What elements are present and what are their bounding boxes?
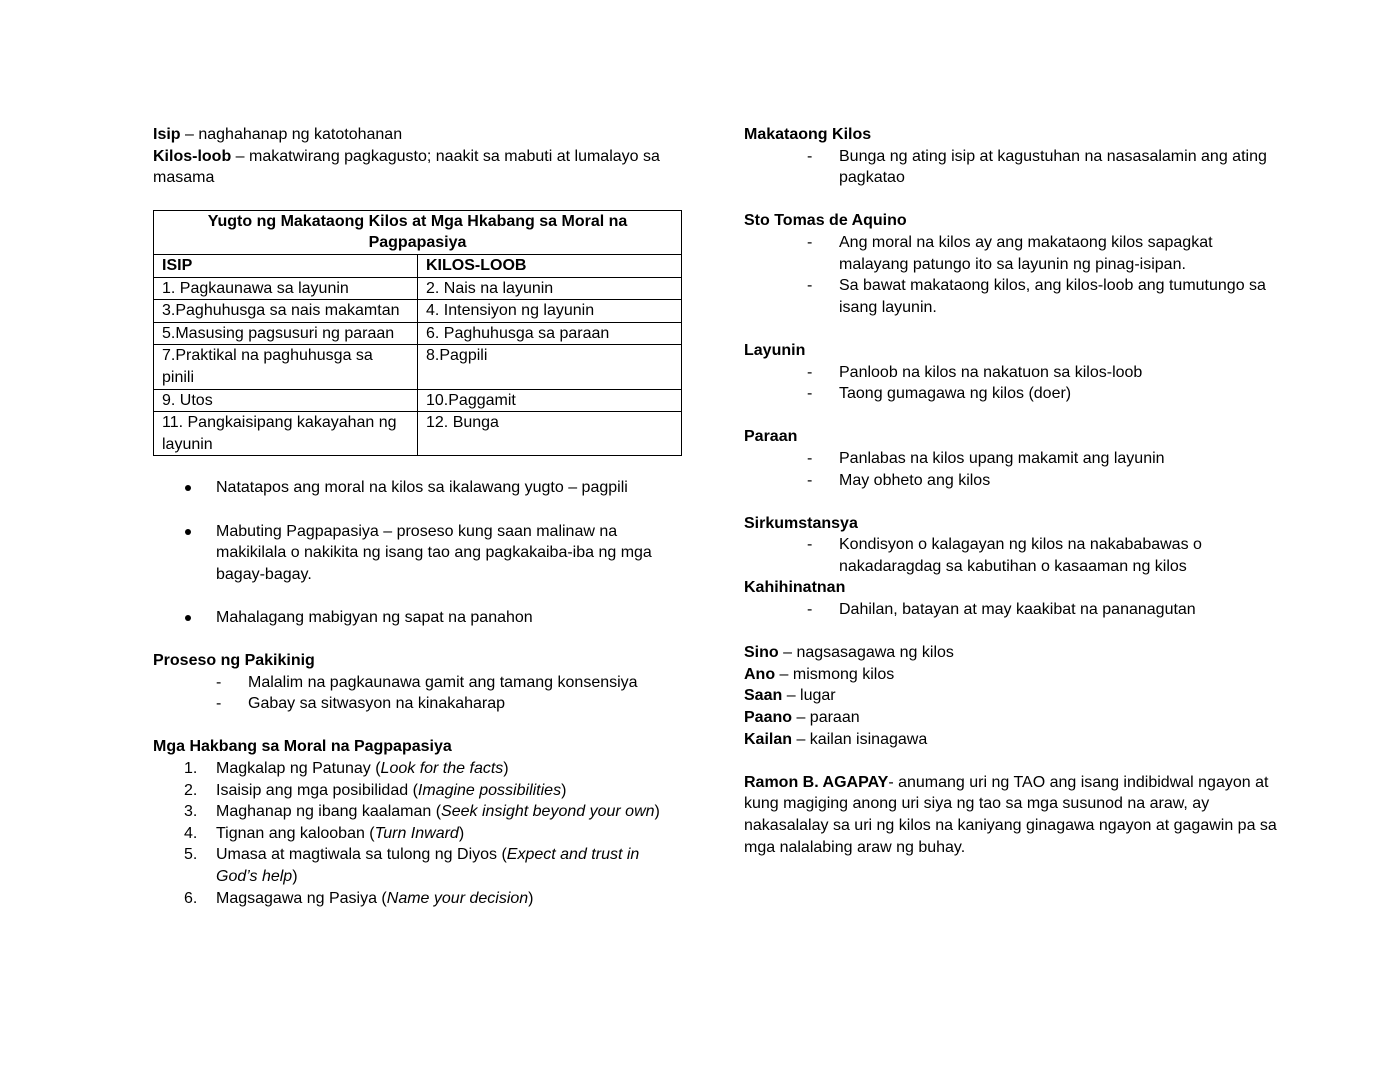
bullet-icon — [185, 529, 191, 535]
table-cell: 7.Praktikal na paghuhusga sa pinili — [154, 345, 418, 389]
list-item: 3. Maghanap ng ibang kaalaman (Seek insight beyond your own) — [184, 803, 660, 821]
aquino-title: Sto Tomas de Aquino — [744, 212, 907, 230]
list-item: Natatapos ang moral na kilos sa ikalawang yugto – pagpili — [153, 477, 683, 499]
bullet-icon — [185, 485, 191, 491]
def-paano: Paano – paraan — [744, 709, 860, 727]
table-row — [154, 300, 682, 323]
kahihinatnan-list — [744, 599, 1284, 621]
list-item: 6. Magsagawa ng Pasiya (Name your decision) — [184, 889, 534, 907]
table-cell: 12. Bunga — [418, 412, 682, 456]
left-column — [153, 124, 683, 909]
list-item: - Panlabas na kilos upang makamit ang layunin — [807, 449, 1165, 467]
list-item: 5. Umasa at magtiwala sa tulong ng Diyos (Expect and trust in God’s help) — [184, 846, 640, 885]
table-cell: 10.Paggamit — [418, 389, 682, 412]
table-row — [154, 389, 682, 412]
table-row — [154, 345, 682, 389]
list-item: - May obheto ang kilos — [807, 471, 991, 489]
table-title: Yugto ng Makataong Kilos at Mga Hkabang sa Moral na Pagpapasiya — [154, 210, 682, 254]
list-item: - Bunga ng ating isip at kagustuhan na nasasalamin ang ating pagkatao — [807, 147, 1267, 187]
pakikinig-title: Proseso ng Pakikinig — [153, 652, 315, 670]
table-row — [154, 412, 682, 456]
table-cell: 4. Intensiyon ng layunin — [418, 300, 682, 323]
table-cell: 2. Nais na layunin — [418, 277, 682, 300]
bullet-list — [153, 477, 683, 628]
list-item: 1. Magkalap ng Patunay (Look for the facts) — [184, 760, 509, 778]
table-cell: 8.Pagpili — [418, 345, 682, 389]
list-item: Mahalagang mabigyan ng sapat na panahon — [153, 607, 683, 629]
list-item: Mabuting Pagpapasiya – proseso kung saan malinaw na makikilala o nakikita ng isang tao ang pagkakaiba-iba ng mga bagay-bagay. — [153, 521, 683, 586]
col-header-isip: ISIP — [154, 254, 418, 277]
list-item: - Kondisyon o kalagayan ng kilos na nakababawas o nakadaragdag sa kabutihan o kasaaman ng kilos — [807, 536, 1202, 575]
layunin-title: Layunin — [744, 341, 806, 359]
list-item: - Ang moral na kilos ay ang makataong kilos sapagkat malayang patungo ito sa layunin ng pinag-isipan. — [807, 233, 1213, 273]
pakikinig-list — [153, 672, 683, 715]
list-item: - Dahilan, batayan at may kaakibat na pananagutan — [807, 601, 1196, 619]
sirkumstansya-title: Sirkumstansya — [744, 514, 858, 532]
def-saan: Saan – lugar — [744, 687, 836, 705]
hakbang-title: Mga Hakbang sa Moral na Pagpapasiya — [153, 738, 452, 756]
table-cell: 1. Pagkaunawa sa layunin — [154, 277, 418, 300]
list-item: - Sa bawat makataong kilos, ang kilos-loob ang tumutungo sa isang layunin. — [807, 277, 1266, 316]
def-sino: Sino – nagsasagawa ng kilos — [744, 644, 954, 662]
table-cell: 6. Paghuhusga sa paraan — [418, 322, 682, 345]
list-item: 2. Isaisip ang mga posibilidad (Imagine possibilities) — [184, 781, 567, 799]
def-isip: Isip – naghahanap ng katotohanan — [153, 126, 403, 143]
paraan-title: Paraan — [744, 428, 798, 446]
sirkumstansya-list — [744, 534, 1284, 577]
hakbang-list — [153, 758, 683, 909]
def-ano: Ano – mismong kilos — [744, 665, 895, 683]
makataong-title: Makataong Kilos — [744, 126, 872, 143]
kahihinatnan-title: Kahihinatnan — [744, 579, 846, 597]
table-cell: 9. Utos — [154, 389, 418, 412]
layunin-list — [744, 362, 1284, 405]
list-item: - Malalim na pagkaunawa gamit ang tamang konsensiya — [216, 673, 638, 691]
agapay-paragraph: Ramon B. AGAPAY- anumang uri ng TAO ang isang indibidwal ngayon at kung magiging anong uri siya ng tao sa mga susunod na araw, ay nakasalalay sa uri ng kilos na kaniyang ginagawa ngayon at gagawin pa sa mga nalalabing araw ng buhay. — [744, 773, 1277, 856]
makataong-list — [744, 146, 1284, 189]
def-kilos-loob: Kilos-loob – makatwirang pagkagusto; naakit sa mabuti at lumalayo sa masama — [153, 147, 660, 187]
table-cell: 5.Masusing pagsusuri ng paraan — [154, 322, 418, 345]
yugto-table — [153, 210, 682, 457]
bullet-icon — [185, 615, 191, 621]
table-cell: 3.Paghuhusga sa nais makamtan — [154, 300, 418, 323]
table-cell: 11. Pangkaisipang kakayahan ng layunin — [154, 412, 418, 456]
right-column — [744, 124, 1284, 858]
aquino-list — [744, 232, 1284, 318]
list-item: - Gabay sa sitwasyon na kinakaharap — [216, 695, 506, 713]
def-kailan: Kailan – kailan isinagawa — [744, 730, 928, 748]
list-item: - Panloob na kilos na nakatuon sa kilos-loob — [807, 363, 1143, 381]
table-row — [154, 322, 682, 345]
paraan-list — [744, 448, 1284, 491]
col-header-kilos-loob: KILOS-LOOB — [418, 254, 682, 277]
list-item: - Taong gumagawa ng kilos (doer) — [807, 385, 1072, 403]
table-row — [154, 277, 682, 300]
list-item: 4. Tignan ang kalooban (Turn Inward) — [184, 824, 465, 842]
